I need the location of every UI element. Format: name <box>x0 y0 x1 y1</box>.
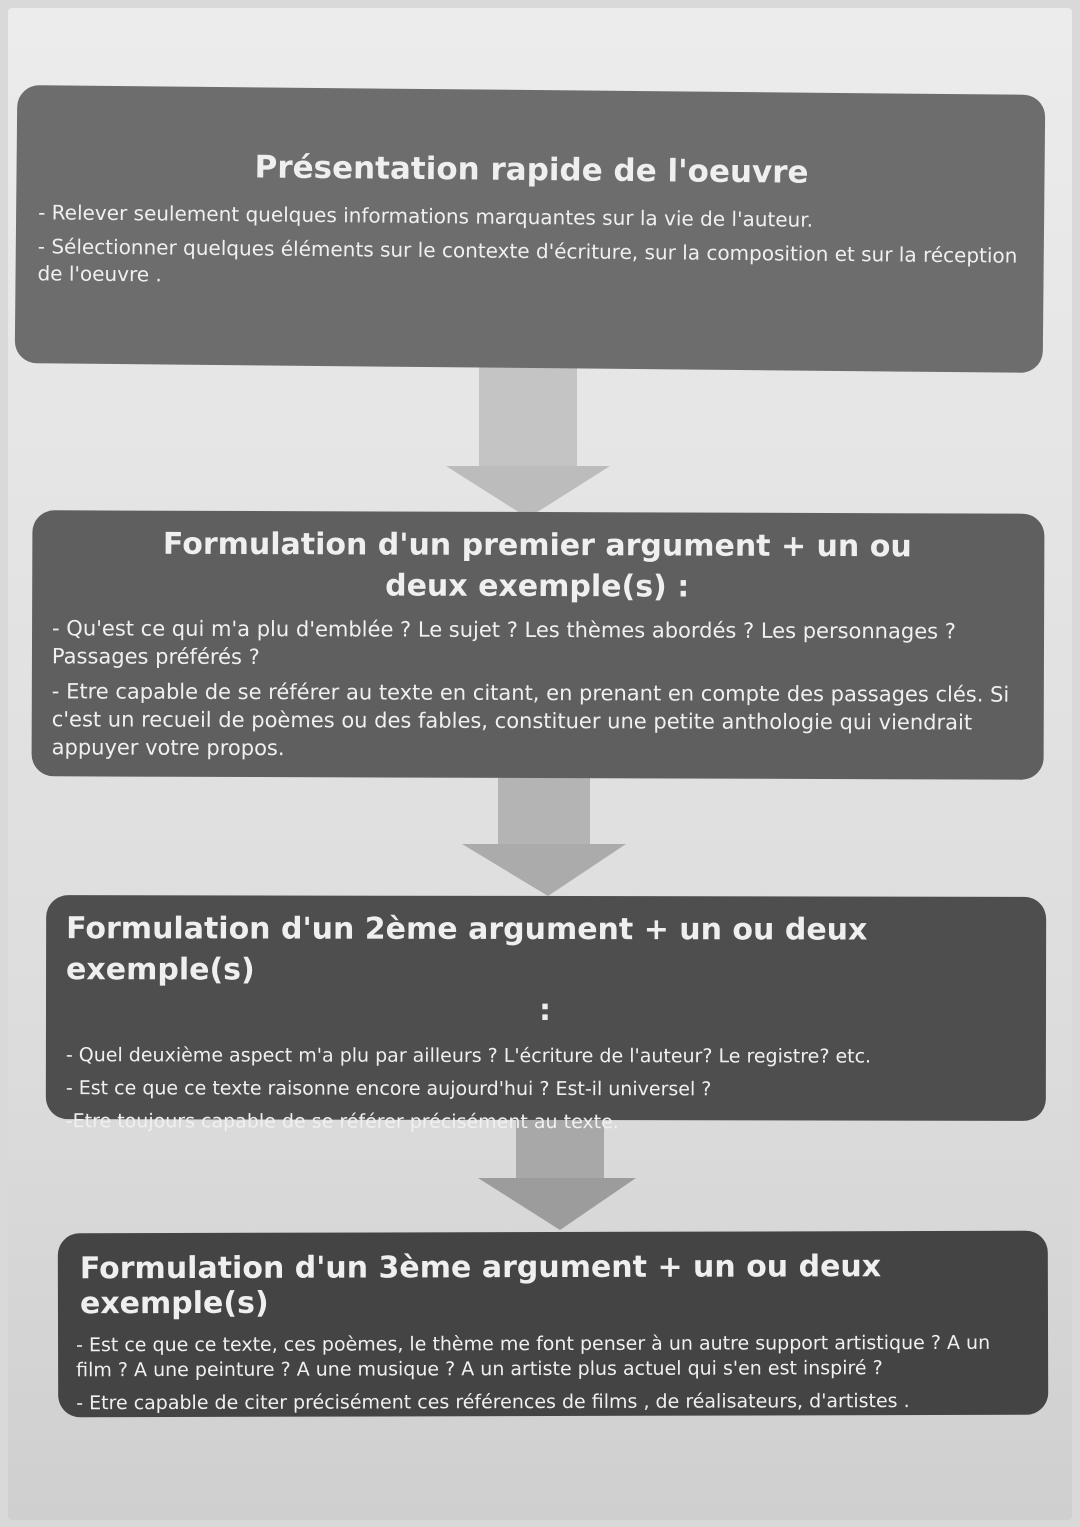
step-box-second-argument <box>46 895 1046 1133</box>
step-title: Présentation rapide de l'oeuvre <box>254 149 809 191</box>
step-item: -Etre toujours capable de se référer précisément au texte. <box>65 1109 619 1133</box>
down-arrow-2 <box>462 776 630 900</box>
step-box-third-argument <box>58 1231 1048 1418</box>
step-box-first-argument <box>32 510 1045 780</box>
step-item: - Etre capable de se référer au texte en citant, en prenant en compte des passages clés. Si c'est un recueil de poèmes ou des fables, constituer une petite anthologie qui viendrait appuyer votre propos. <box>51 679 1010 760</box>
step-item: - Qu'est ce qui m'a plu d'emblée ? Le sujet ? Les thèmes abordés ? Les personnages ? Passages préférés ? <box>51 616 956 669</box>
step-title: Formulation d'un premier argument + un ou deux exemple(s) : <box>162 526 912 605</box>
step-title-text: Formulation d'un 2ème argument + un ou deux exemple(s) <box>66 911 868 987</box>
step-title: Formulation d'un 3ème argument + un ou deux exemple(s) <box>79 1249 882 1322</box>
step-item: - Est ce que ce texte, ces poèmes, le thème me font penser à un autre support artistique ? A un film ? A une peinture ? A une musique ? A un artiste plus actuel qui s'en est inspiré ? <box>76 1331 991 1382</box>
step-item: - Quel deuxième aspect m'a plu par ailleurs ? L'écriture de l'auteur? Le registre? etc. <box>65 1043 872 1068</box>
down-arrow-3 <box>476 1118 644 1234</box>
step-item: - Sélectionner quelques éléments sur le contexte d'écriture, sur la composition et sur la réception de l'oeuvre . <box>37 234 1018 287</box>
step-item: - Relever seulement quelques informations marquantes sur la vie de l'auteur. <box>38 200 814 232</box>
step-item: - Est ce que ce texte raisonne encore aujourd'hui ? Est-il universel ? <box>65 1076 712 1100</box>
step-title-suffix: : <box>538 992 552 1029</box>
down-arrow-1 <box>446 362 614 522</box>
step-item: - Etre capable de citer précisément ces références de films , de réalisateurs, d'artistes . <box>76 1390 910 1415</box>
step-title <box>66 909 1024 1032</box>
step-box-presentation <box>15 85 1046 373</box>
